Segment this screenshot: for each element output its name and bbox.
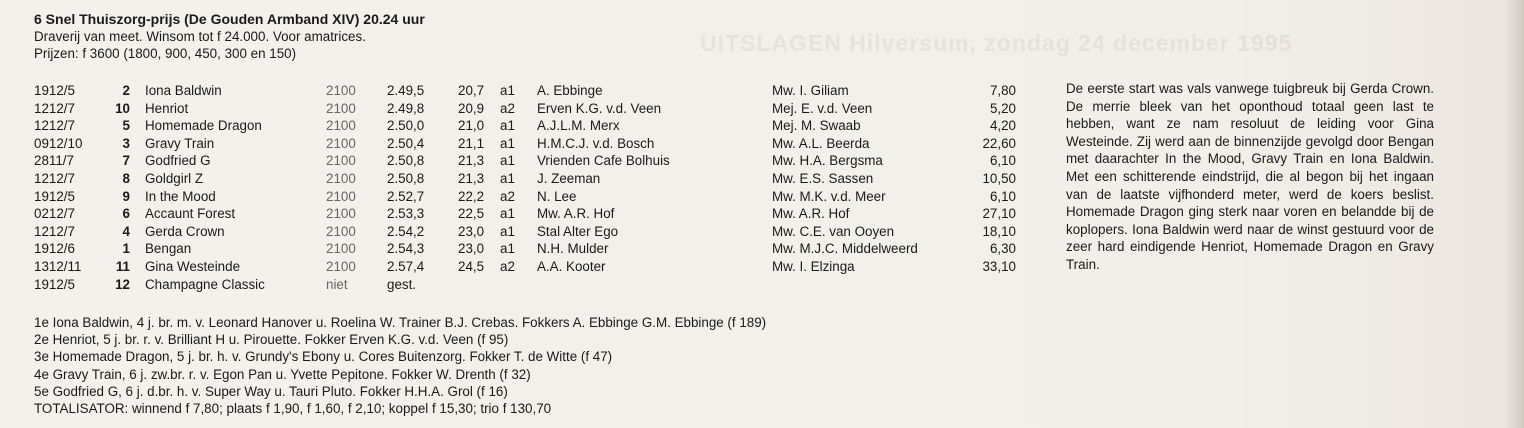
cell-num: 9 (122, 188, 130, 204)
placing-2: 2e Henriot, 5 j. br. r. v. Brilliant H u. Pirouette. Fokker Erven K.G. v.d. Veen (f 95) (34, 332, 509, 348)
cell-km: 23,0 (458, 223, 485, 239)
cell-km: 23,0 (458, 241, 485, 257)
cell-trainer: Mw. M.J.C. Middelweerd (772, 241, 918, 257)
cell-num: 11 (115, 259, 130, 274)
cell-driver: N.H. Mulder (537, 241, 609, 257)
cell-time: 2.49,5 (387, 83, 425, 98)
cell-trainer: Mw. A.R. Hof (772, 206, 850, 222)
cell-num: 1 (122, 241, 130, 257)
cell-dist: 2100 (326, 171, 356, 186)
cell-horse: Gerda Crown (145, 223, 225, 239)
cell-driver: J. Zeeman (537, 171, 601, 186)
cell-odds: 18,10 (982, 223, 1016, 239)
cell-age: a2 (500, 259, 515, 274)
cell-horse: Homemade Dragon (145, 118, 262, 134)
cell-driver: Mw. A.R. Hof (537, 206, 615, 222)
cell-form: 1912/5 (34, 276, 75, 292)
cell-age: a2 (500, 100, 515, 116)
race-title: 6 Snel Thuiszorg-prijs (De Gouden Armband XIV) 20.24 uur (34, 11, 425, 27)
cell-form: 1912/6 (34, 241, 75, 257)
cell-horse: Accaunt Forest (145, 206, 236, 222)
cell-km: 21,3 (458, 171, 485, 186)
cell-odds: 6,10 (989, 153, 1016, 169)
cell-km: 21,1 (458, 135, 485, 151)
cell-time: 2.50,8 (387, 153, 425, 169)
cell-trainer: Mw. E.S. Sassen (772, 171, 874, 186)
race-prizes: Prijzen: f 3600 (1800, 900, 450, 300 en 150) (34, 46, 297, 62)
race-conditions: Draverij van meet. Winsom tot f 24.000. Voor amatrices. (34, 29, 366, 45)
cell-dist: 2100 (326, 259, 356, 274)
cell-dist: 2100 (326, 206, 356, 222)
cell-odds: 6,10 (989, 188, 1016, 204)
cell-num: 8 (122, 171, 130, 186)
cell-driver: Erven K.G. v.d. Veen (537, 100, 662, 116)
cell-age: a1 (500, 118, 515, 134)
placing-3: 3e Homemade Dragon, 5 j. br. h. v. Grundy's Ebony u. Cores Buitenzorg. Fokker T. de Witte (f 47) (34, 349, 613, 365)
cell-km: 22,5 (458, 206, 485, 222)
cell-km: 20,7 (458, 83, 485, 98)
cell-time: gest. (387, 276, 417, 292)
cell-age: a1 (500, 83, 515, 98)
cell-odds: 33,10 (982, 259, 1016, 274)
cell-time: 2.54,2 (387, 223, 425, 239)
race-report: De eerste start was vals vanwege tuigbreuk bij Gerda Crown. De merrie bleek van het oponthoud totaal geen last te hebben, want ze nam resoluut de leiding voor Gina Westeinde. Zij werd aan de binnenzijde gevolgd door Bengan met daarachter In the Mood, Gravy Train en Iona Baldwin. Met een schitterende eindstrijd, die al begon bij het ingaan van de laatste vijfhonderd meter, werd de koers beslist. Homemade Dragon ging sterk naar voren en belandde bij de koplopers. Iona Baldwin werd naar de winst gestuurd voor de zeer hard eindigende Henriot, Homemade Dragon en Gravy Train. (1066, 81, 1434, 272)
cell-driver: A.J.L.M. Merx (537, 118, 620, 134)
cell-odds: 5,20 (989, 100, 1016, 116)
cell-trainer: Mw. I. Elzinga (772, 259, 855, 274)
cell-form: 1212/7 (34, 100, 75, 116)
cell-time: 2.57,4 (387, 259, 425, 274)
cell-time: 2.53,3 (387, 206, 425, 222)
cell-km: 22,2 (458, 188, 485, 204)
cell-dist: 2100 (326, 83, 356, 98)
cell-age: a1 (500, 241, 515, 257)
cell-num: 6 (122, 206, 130, 222)
cell-driver: A. Ebbinge (537, 83, 603, 98)
cell-age: a1 (500, 135, 515, 151)
placings-list (34, 314, 766, 417)
cell-driver: H.M.C.J. v.d. Bosch (537, 135, 655, 151)
cell-age: a2 (500, 188, 515, 204)
cell-dist: 2100 (326, 135, 356, 151)
cell-odds: 7,80 (989, 83, 1016, 98)
cell-form: 1212/7 (34, 171, 75, 186)
cell-odds: 6,30 (989, 241, 1016, 257)
cell-form: 1912/5 (34, 188, 75, 204)
cell-time: 2.52,7 (387, 188, 425, 204)
cell-age: a1 (500, 153, 515, 169)
cell-driver: Stal Alter Ego (537, 223, 619, 239)
cell-dist: 2100 (326, 153, 356, 169)
cell-km: 21,0 (458, 118, 485, 134)
cell-form: 1212/7 (34, 118, 75, 134)
placing-4: 4e Gravy Train, 6 j. zw.br. r. v. Egon Pan u. Yvette Pepitone. Fokker W. Drenth (f 32) (34, 366, 531, 382)
cell-form: 2811/7 (34, 153, 74, 169)
cell-time: 2.50,0 (387, 118, 425, 134)
cell-time: 2.50,8 (387, 171, 425, 186)
cell-horse: Iona Baldwin (145, 83, 222, 98)
cell-num: 2 (122, 83, 130, 98)
placing-1: 1e Iona Baldwin, 4 j. br. m. v. Leonard Hanover u. Roelina W. Trainer B.J. Crebas. Fokkers A. Ebbinge G.M. Ebbinge (f 189) (34, 315, 767, 330)
cell-horse: Gina Westeinde (145, 259, 241, 274)
cell-form: 1312/11 (34, 259, 82, 274)
cell-driver: A.A. Kooter (537, 259, 606, 274)
cell-driver: N. Lee (537, 188, 577, 204)
cell-num: 4 (122, 223, 130, 239)
bleed-through-text: UITSLAGEN Hilversum, zondag 24 december 1995 (700, 30, 1293, 56)
cell-km: 21,3 (458, 153, 485, 169)
cell-time: 2.54,3 (387, 241, 425, 257)
race-header (34, 11, 425, 63)
cell-driver: Vrienden Cafe Bolhuis (537, 153, 670, 169)
cell-odds: 4,20 (989, 118, 1016, 134)
cell-horse: Bengan (145, 241, 192, 257)
cell-horse: Champagne Classic (145, 276, 265, 292)
cell-age: a1 (500, 206, 515, 222)
cell-trainer: Mw. C.E. van Ooyen (772, 223, 895, 239)
cell-trainer: Mw. I. Giliam (772, 83, 849, 98)
cell-odds: 27,10 (982, 206, 1016, 222)
cell-num: 12 (115, 276, 130, 292)
cell-odds: 22,60 (982, 135, 1016, 151)
cell-trainer: Mw. M.K. v.d. Meer (772, 188, 886, 204)
cell-horse: Goldgirl Z (145, 171, 204, 186)
cell-time: 2.49,8 (387, 100, 425, 116)
cell-dist: 2100 (326, 100, 356, 116)
cell-km: 20,9 (458, 100, 485, 116)
cell-num: 7 (122, 153, 130, 169)
cell-horse: In the Mood (145, 188, 216, 204)
cell-form: 0212/7 (34, 206, 75, 222)
cell-dist: 2100 (326, 241, 356, 257)
cell-num: 5 (122, 118, 130, 134)
cell-odds: 10,50 (982, 171, 1016, 186)
cell-dist: 2100 (326, 223, 356, 239)
placing-5: 5e Godfried G, 6 j. d.br. h. v. Super Way u. Tauri Pluto. Fokker H.H.A. Grol (f 16) (34, 383, 508, 399)
cell-trainer: Mej. E. v.d. Veen (772, 100, 873, 116)
cell-form: 1212/7 (34, 223, 75, 239)
cell-trainer: Mej. M. Swaab (772, 118, 861, 134)
cell-dist: 2100 (326, 188, 356, 204)
cell-form: 1912/5 (34, 83, 75, 98)
cell-form: 0912/10 (34, 135, 83, 151)
cell-dist: niet (326, 276, 348, 292)
cell-horse: Henriot (145, 100, 189, 116)
cell-trainer: Mw. H.A. Bergsma (772, 153, 883, 169)
cell-dist: 2100 (326, 118, 356, 134)
cell-time: 2.50,4 (387, 135, 425, 151)
cell-age: a1 (500, 171, 515, 186)
cell-age: a1 (500, 223, 515, 239)
cell-horse: Gravy Train (145, 135, 215, 151)
totalisator-line: TOTALISATOR: winnend f 7,80; plaats f 1,90, f 1,60, f 2,10; koppel f 15,30; trio f 130,70 (34, 401, 552, 417)
cell-km: 24,5 (458, 259, 485, 274)
cell-num: 10 (115, 100, 130, 116)
cell-trainer: Mw. A.L. Beerda (772, 135, 870, 151)
cell-horse: Godfried G (145, 153, 211, 169)
cell-num: 3 (122, 135, 130, 151)
page-edge-shadow (1504, 0, 1524, 428)
